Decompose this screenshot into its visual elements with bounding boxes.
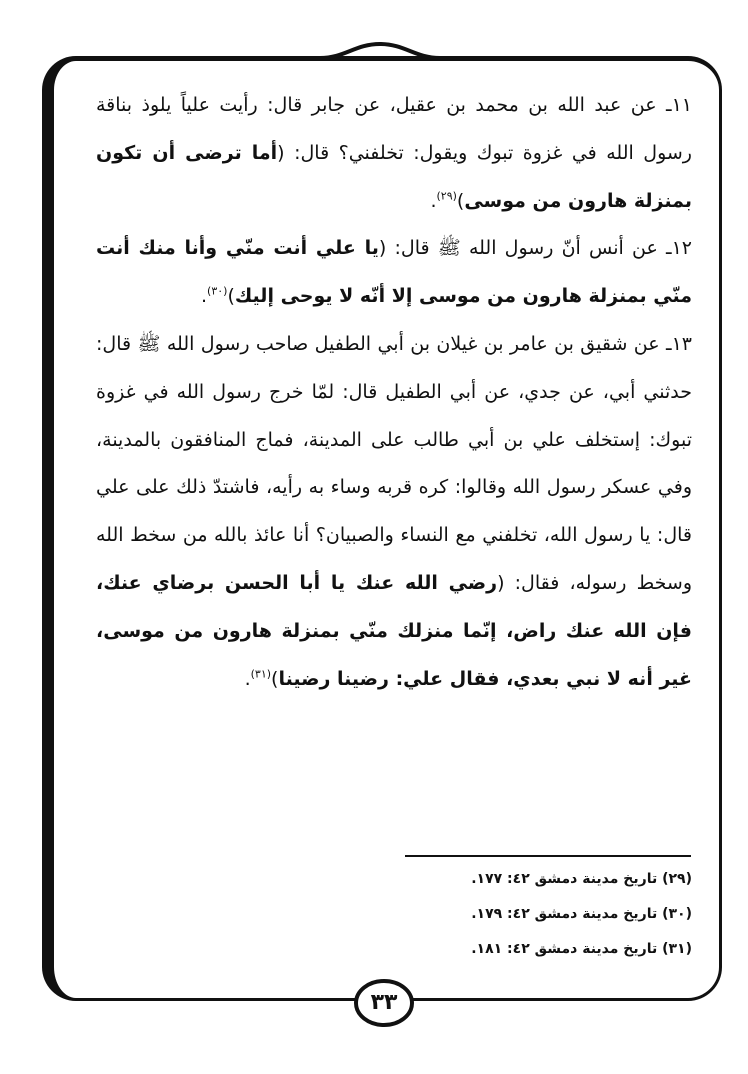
narration-text: ١٣ـ عن شقيق بن عامر بن غيلان بن أبي الطفيل صاحب رسول الله ﷺ قال: حدثني أبي، عن جدي، عن أبي الطفيل قال: لمّا خرج رسول الله في غزوة تبوك: إستخلف علي بن أبي طالب على المدينة، فماج المنافقون بالمدينة، وفي عسكر رسول الله وقالوا: كره قربه وساء به رأيه، فاشتدّ ذلك على علي قال: يا رسول الله، تخلفني مع النساء والصبيان؟ أنا عائذ بالله من سخط الله وسخط رسوله، فقال: ( [96,332,692,594]
paragraph-hadith [96,82,692,225]
narration-text: ) [227,285,235,308]
footnote-reference: (٣١) [250,667,272,681]
paragraph-hadith [96,321,692,703]
footnotes [420,862,692,967]
footnote-reference: (٢٩) [436,189,457,203]
paragraph-hadith [96,225,692,321]
sentence-end: . [244,667,251,690]
narration-text: ) [456,189,465,212]
sentence-end: . [430,189,437,212]
body-text [96,82,692,703]
narration-text: ١٢ـ عن أنس أنّ رسول الله ﷺ قال: ( [378,237,692,260]
quoted-text: رضي الله عنك يا أبا الحسن برضاي عنك، فإن الله عنك راض، إنّما منزلك منّي بمنزلة هارون من موسى، غير أنه لا نبي بعدي، فقال علي: رضينا رضينا [96,571,692,690]
top-ornament [320,40,440,62]
quoted-text: يا علي أنت منّي وأنا منك أنت منّي بمنزلة هارون من موسى إلا أنّه لا يوحى إليك [96,237,692,308]
footnote-reference: (٣٠) [207,284,228,298]
footnote-divider [405,855,691,857]
sentence-end: . [200,285,208,308]
footnote-31: (٣١) تاريخ مدينة دمشق ٤٢: ١٨١. [471,941,692,957]
footnote-30: (٣٠) تاريخ مدينة دمشق ٤٢: ١٧٩. [471,906,692,922]
narration-text: ١١ـ عن عبد الله بن محمد بن عقيل، عن جابر قال: رأيت علياً يلوذ بناقة رسول الله في غزوة تبوك ويقول: تخلفني؟ قال: ( [96,94,692,164]
page-number: ٣٣ [370,990,398,1015]
narration-text: ) [271,667,279,690]
page-number-badge [353,978,415,1028]
quoted-text: أما ترضى أن تكون بمنزلة هارون من موسى [96,141,692,212]
footnote-29: (٢٩) تاريخ مدينة دمشق ٤٢: ١٧٧. [471,871,692,887]
